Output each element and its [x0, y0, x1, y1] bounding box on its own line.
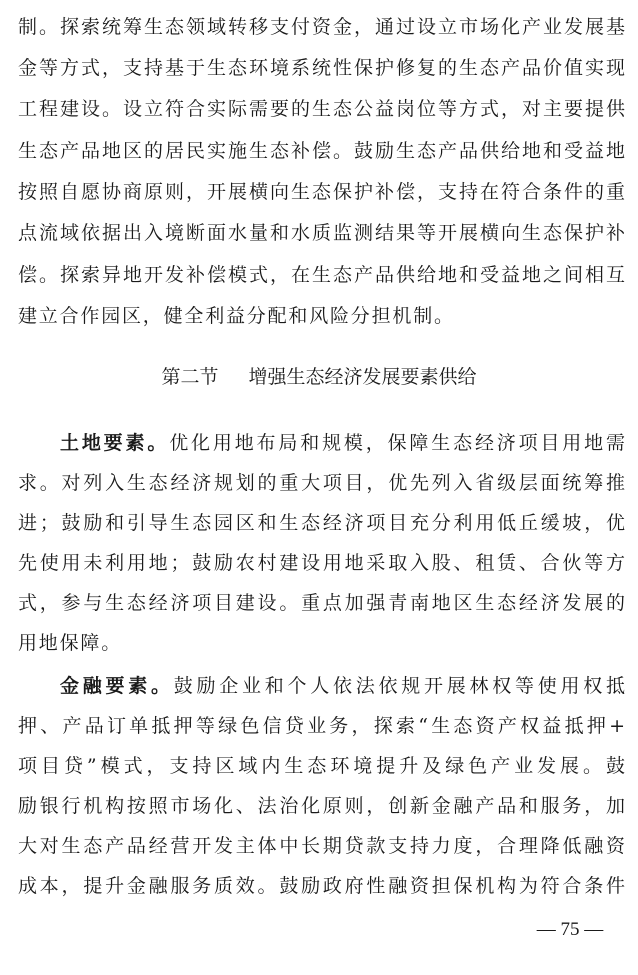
paragraph-label: 土地要素。: [60, 432, 170, 454]
text-line: 制。探索统筹生态领域转移支付资金，通过设立市场化产业发展基: [18, 16, 625, 38]
section-number: 第二节: [161, 366, 219, 388]
text-span: 鼓励企业和个人依法依规开展林权等使用权抵: [173, 675, 625, 697]
text-line: 工程建设。设立符合实际需要的生态公益岗位等方式，对主要提供: [18, 98, 625, 120]
text-line: 生态产品地区的居民实施生态补偿。鼓励生态产品供给地和受益地: [18, 140, 625, 162]
text-span: 优化用地布局和规模，保障生态经济项目用地需: [169, 432, 625, 454]
text-line: 成本，提升金融服务质效。鼓励政府性融资担保机构为符合条件: [18, 875, 625, 897]
paragraph-label: 金融要素。: [60, 675, 174, 697]
text-line: 励银行机构按照市场化、法治化原则，创新金融产品和服务，加: [18, 795, 625, 817]
text-line: 项目贷”模式，支持区域内生态环境提升及绿色产业发展。鼓: [18, 755, 625, 777]
text-line: 式，参与生态经济项目建设。重点加强青南地区生态经济发展的: [18, 592, 625, 614]
text-line: 金等方式，支持基于生态环境系统性保护修复的生态产品价值实现: [18, 57, 625, 79]
text-line: 点流域依据出入境断面水量和水质监测结果等开展横向生态保护补: [18, 222, 625, 244]
text-line: 求。对列入生态经济规划的重大项目，优先列入省级层面统筹推: [18, 472, 625, 494]
paragraph-first-line: [60, 428, 625, 458]
section-title: 增强生态经济发展要素供给: [248, 366, 477, 388]
text-line: 按照自愿协商原则，开展横向生态保护补偿，支持在符合条件的重: [18, 181, 625, 203]
page-number: — 75 —: [536, 919, 604, 940]
text-line: 大对生态产品经营开发主体中长期贷款支持力度，合理降低融资: [18, 835, 625, 857]
text-line: 建立合作园区，健全利益分配和风险分担机制。: [18, 305, 455, 327]
paragraph-first-line: [60, 671, 625, 701]
text-line: 用地保障。: [18, 632, 123, 654]
text-line: 押、产品订单抵押等绿色信贷业务，探索“生态资产权益抵押+: [18, 715, 625, 737]
text-line: 偿。探索异地开发补偿模式，在生态产品供给地和受益地之间相互: [18, 264, 625, 286]
text-line: 先使用未利用地；鼓励农村建设用地采取入股、租赁、合伙等方: [18, 552, 625, 574]
text-line: 进；鼓励和引导生态园区和生态经济项目充分利用低丘缓坡，优: [18, 512, 625, 534]
section-heading: [0, 362, 638, 392]
